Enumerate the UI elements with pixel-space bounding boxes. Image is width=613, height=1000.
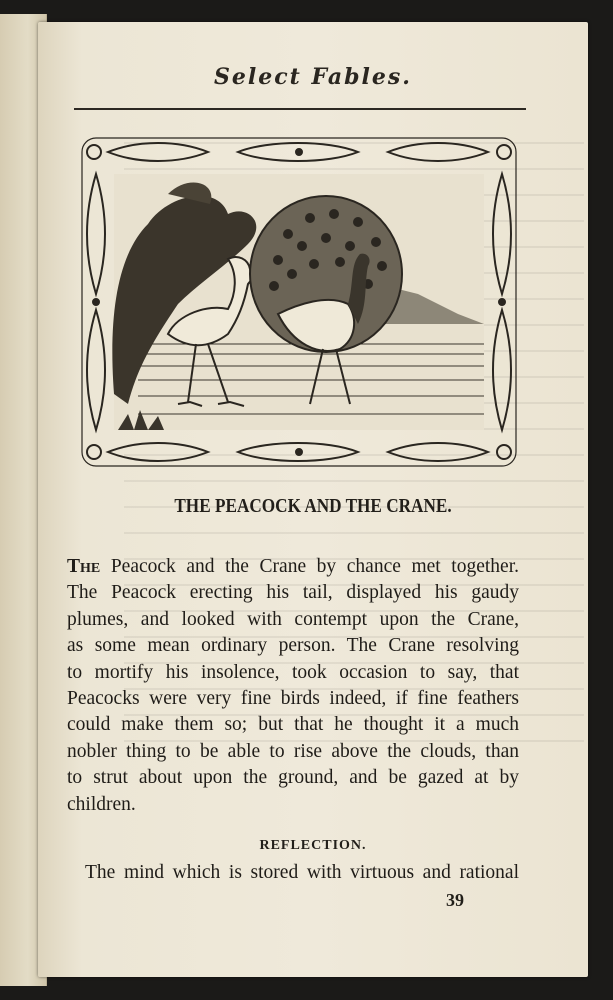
fable-title: THE PEACOCK AND THE CRANE.: [174, 495, 452, 517]
fable-body: [67, 554, 519, 818]
body-line: plumes, and looked with contempt upon the Crane,: [67, 608, 519, 630]
woodcut-illustration: [78, 134, 520, 470]
running-head: Select Fables.: [214, 64, 412, 90]
body-line: to strut about upon the ground, and be gazed at by: [67, 767, 519, 789]
page-number: 39: [446, 890, 464, 910]
body-line: as some mean ordinary person. The Crane resolving: [67, 635, 519, 657]
reflection-text: The mind which is stored with virtuous and rational: [85, 862, 519, 883]
body-first-word: The: [67, 556, 101, 577]
body-line: children.: [67, 793, 136, 815]
header-rule: [74, 108, 526, 110]
body-line: to mortify his insolence, took occasion to say, that: [67, 661, 519, 683]
reflection-heading: REFLECTION.: [259, 838, 367, 853]
scene: [112, 174, 484, 430]
body-line: could make them so; but that he thought it a much: [67, 714, 519, 736]
body-line: Peacocks were very fine birds indeed, if fine feathers: [67, 688, 519, 710]
body-line: nobler thing to be able to rise above the clouds, than: [67, 740, 519, 762]
body-line-1-rest: Peacock and the Crane by chance met together.: [110, 556, 519, 577]
body-line: The Peacock erecting his tail, displayed his gaudy: [67, 582, 519, 604]
book-page: [38, 22, 588, 977]
body-line-1: [67, 554, 519, 580]
